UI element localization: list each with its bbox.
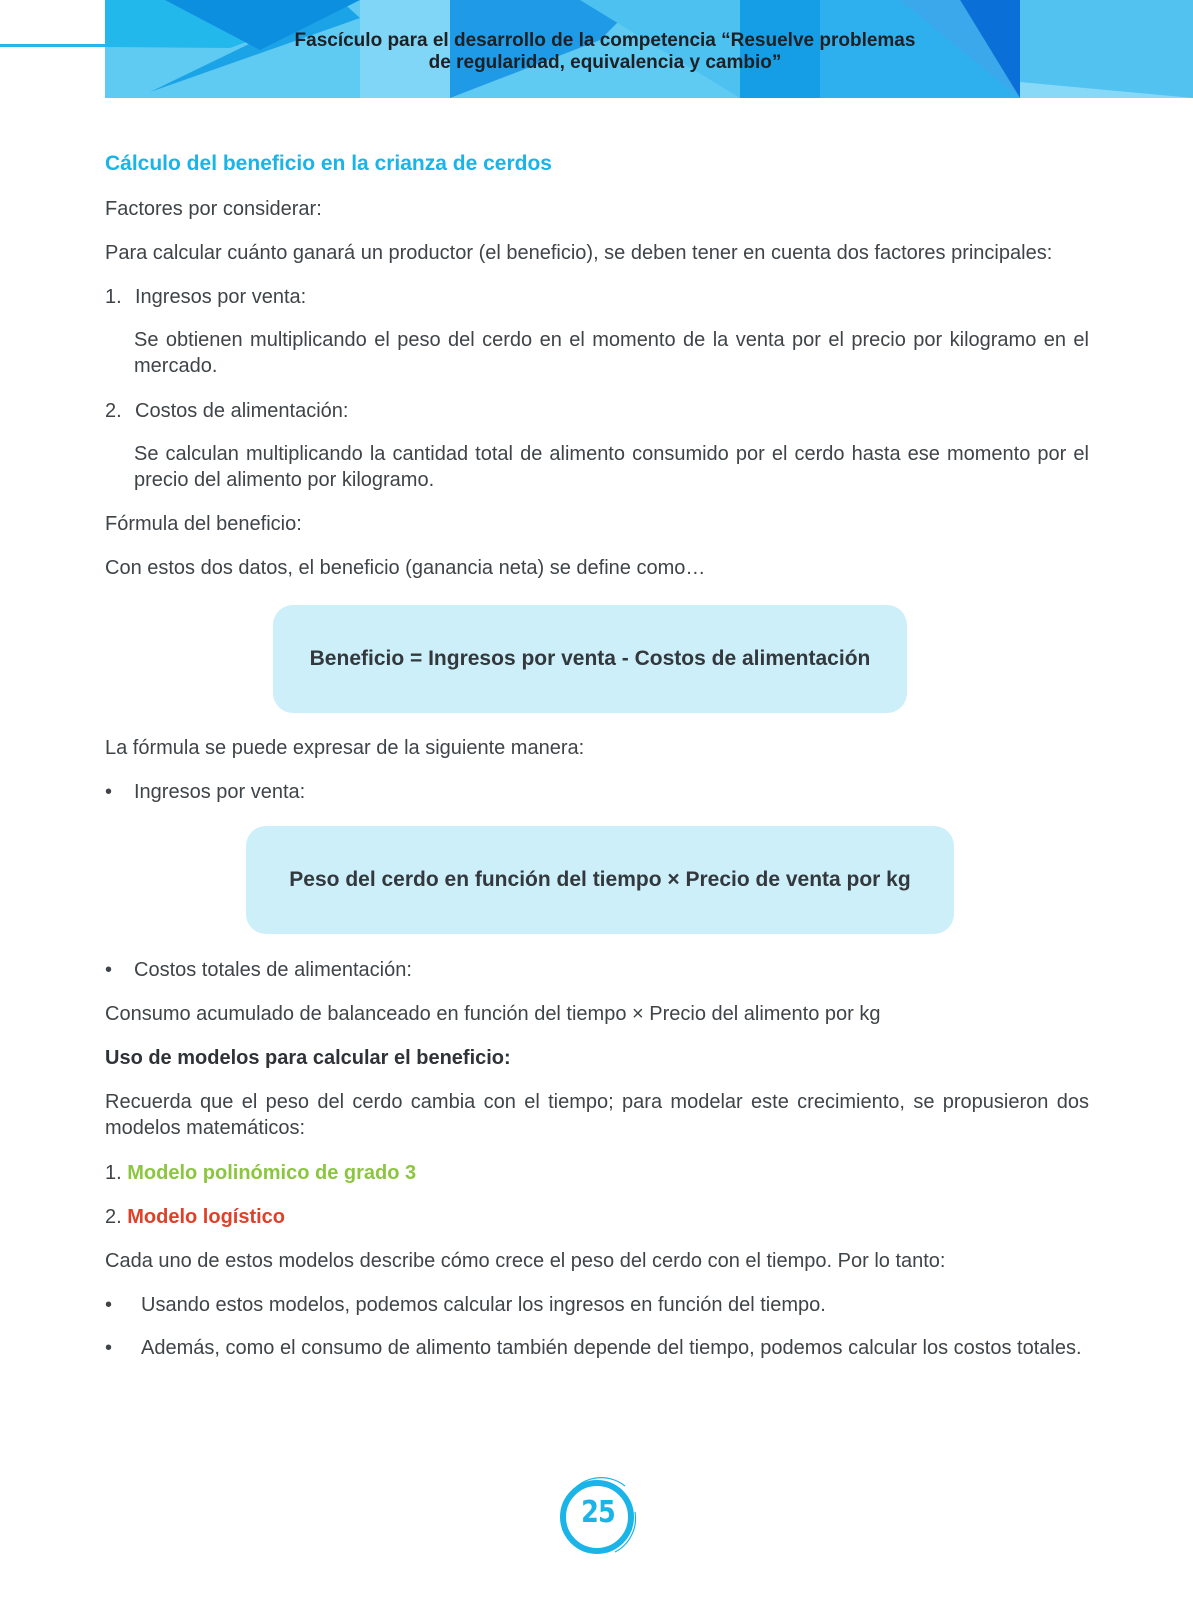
- list-item-1: [105, 284, 306, 310]
- models-heading: Uso de modelos para calcular el beneficio:: [105, 1047, 511, 1069]
- expression-intro: La fórmula se puede expresar de la siguiente manera:: [105, 737, 585, 759]
- bullet-conclusion-1: Usando estos modelos, podemos calcular los ingresos en función del tiempo.: [141, 1294, 826, 1316]
- factors-label: Factores por considerar:: [105, 198, 322, 220]
- list-item-2: [105, 398, 348, 424]
- list-item-2-title: Costos de alimentación:: [135, 400, 349, 422]
- section-title: Cálculo del beneficio en la crianza de cerdos: [105, 152, 552, 175]
- list-item-2-description: Se calculan multiplicando la cantidad total de alimento consumido por el cerdo hasta ese momento por el precio del alimento por kilogramo.: [134, 443, 1089, 491]
- model-2-name: Modelo logístico: [127, 1206, 286, 1228]
- models-intro: Recuerda que el peso del cerdo cambia con el tiempo; para modelar este crecimiento, se propusieron dos modelos matemáticos:: [105, 1091, 1089, 1139]
- bullet-c2-symbol: •: [105, 1337, 113, 1359]
- formula-label: Fórmula del beneficio:: [105, 513, 302, 535]
- header-title-line-1: Fascículo para el desarrollo de la competencia “Resuelve problemas: [294, 30, 916, 51]
- model-2: [105, 1204, 285, 1230]
- list-item-1-title: Ingresos por venta:: [135, 286, 307, 308]
- header-title-line-2: de regularidad, equivalencia y cambio”: [428, 52, 782, 73]
- bullet-costs-symbol: •: [105, 959, 113, 981]
- formula-intro: Con estos dos datos, el beneficio (ganancia neta) se define como…: [105, 557, 706, 579]
- bullet-income-symbol: •: [105, 781, 113, 803]
- bullet-costs: Costos totales de alimentación:: [134, 959, 412, 981]
- model-2-number: 2.: [105, 1206, 122, 1228]
- formula-box-main: [273, 605, 907, 713]
- formula-income-text: Peso del cerdo en función del tiempo × Precio de venta por kg: [289, 868, 911, 891]
- list-number-2: 2.: [105, 400, 122, 422]
- formula-main-text: Beneficio = Ingresos por venta - Costos de alimentación: [309, 647, 871, 670]
- list-item-1-description: Se obtienen multiplicando el peso del cerdo en el momento de la venta por el precio por kilogramo en el mercado.: [134, 329, 1089, 377]
- header-title: [200, 30, 1010, 74]
- bullet-income: Ingresos por venta:: [134, 781, 306, 803]
- bullet-c1-symbol: •: [105, 1294, 113, 1316]
- page-number: 25: [581, 1495, 615, 1530]
- bullet-conclusion-2: Además, como el consumo de alimento también depende del tiempo, podemos calcular los costos totales.: [141, 1337, 1082, 1359]
- model-1-number: 1.: [105, 1162, 122, 1184]
- list-number-1: 1.: [105, 286, 122, 308]
- intro-paragraph: Para calcular cuánto ganará un productor (el beneficio), se deben tener en cuenta dos factores principales:: [105, 242, 1053, 264]
- formula-costs: Consumo acumulado de balanceado en función del tiempo × Precio del alimento por kg: [105, 1003, 881, 1025]
- formula-box-income: [246, 826, 954, 934]
- model-1-name: Modelo polinómico de grado 3: [127, 1162, 417, 1184]
- conclusion-paragraph: Cada uno de estos modelos describe cómo crece el peso del cerdo con el tiempo. Por lo tanto:: [105, 1250, 946, 1272]
- model-1: [105, 1160, 416, 1186]
